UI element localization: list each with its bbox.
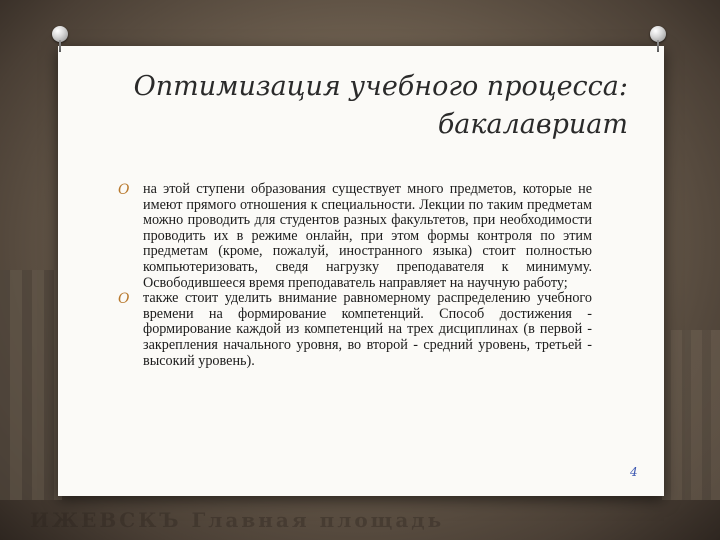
bullet-item [118, 182, 592, 291]
title-line-1: Оптимизация учебного процесса: [133, 71, 628, 102]
background-caption: ИЖЕВСКЪ Главная площадь [30, 508, 445, 532]
page-number: 4 [630, 465, 638, 479]
bullet-text: также стоит уделить внимание равномерному распределению учебного времени на формирование компетенций. Способ достижения - формирование каждой из компетенций на трех дисциплинах (в первой - закрепления начального уровня, во второй - средний уровень, третьей - высокий уровень). [143, 290, 592, 369]
bullet-marker-icon: O [118, 291, 130, 308]
background-building-left [0, 270, 62, 500]
pushpin-icon [650, 26, 666, 52]
bullet-marker-icon: O [118, 182, 130, 198]
bullet-item [118, 291, 592, 369]
bullet-text: на этой ступени образования существует много предметов, которые не имеют прямого отношения к специальности. Лекции по таким предметам можно проводить для студентов разных факультетов, при необходимости проводить их в режиме онлайн, при этом формы контроля по этим предметам (кроме, пожалуй, иностранного языка) стоит полностью компьютеризовать, сведя нагрузку преподавателя к минимуму. Освободившееся время преподаватель направляет на научную работу; [143, 181, 592, 291]
title-line-2: бакалавриат [437, 109, 628, 140]
slide-content [118, 182, 592, 369]
slide-title [120, 68, 628, 144]
pushpin-icon [52, 26, 68, 52]
background-building-right [662, 330, 720, 500]
